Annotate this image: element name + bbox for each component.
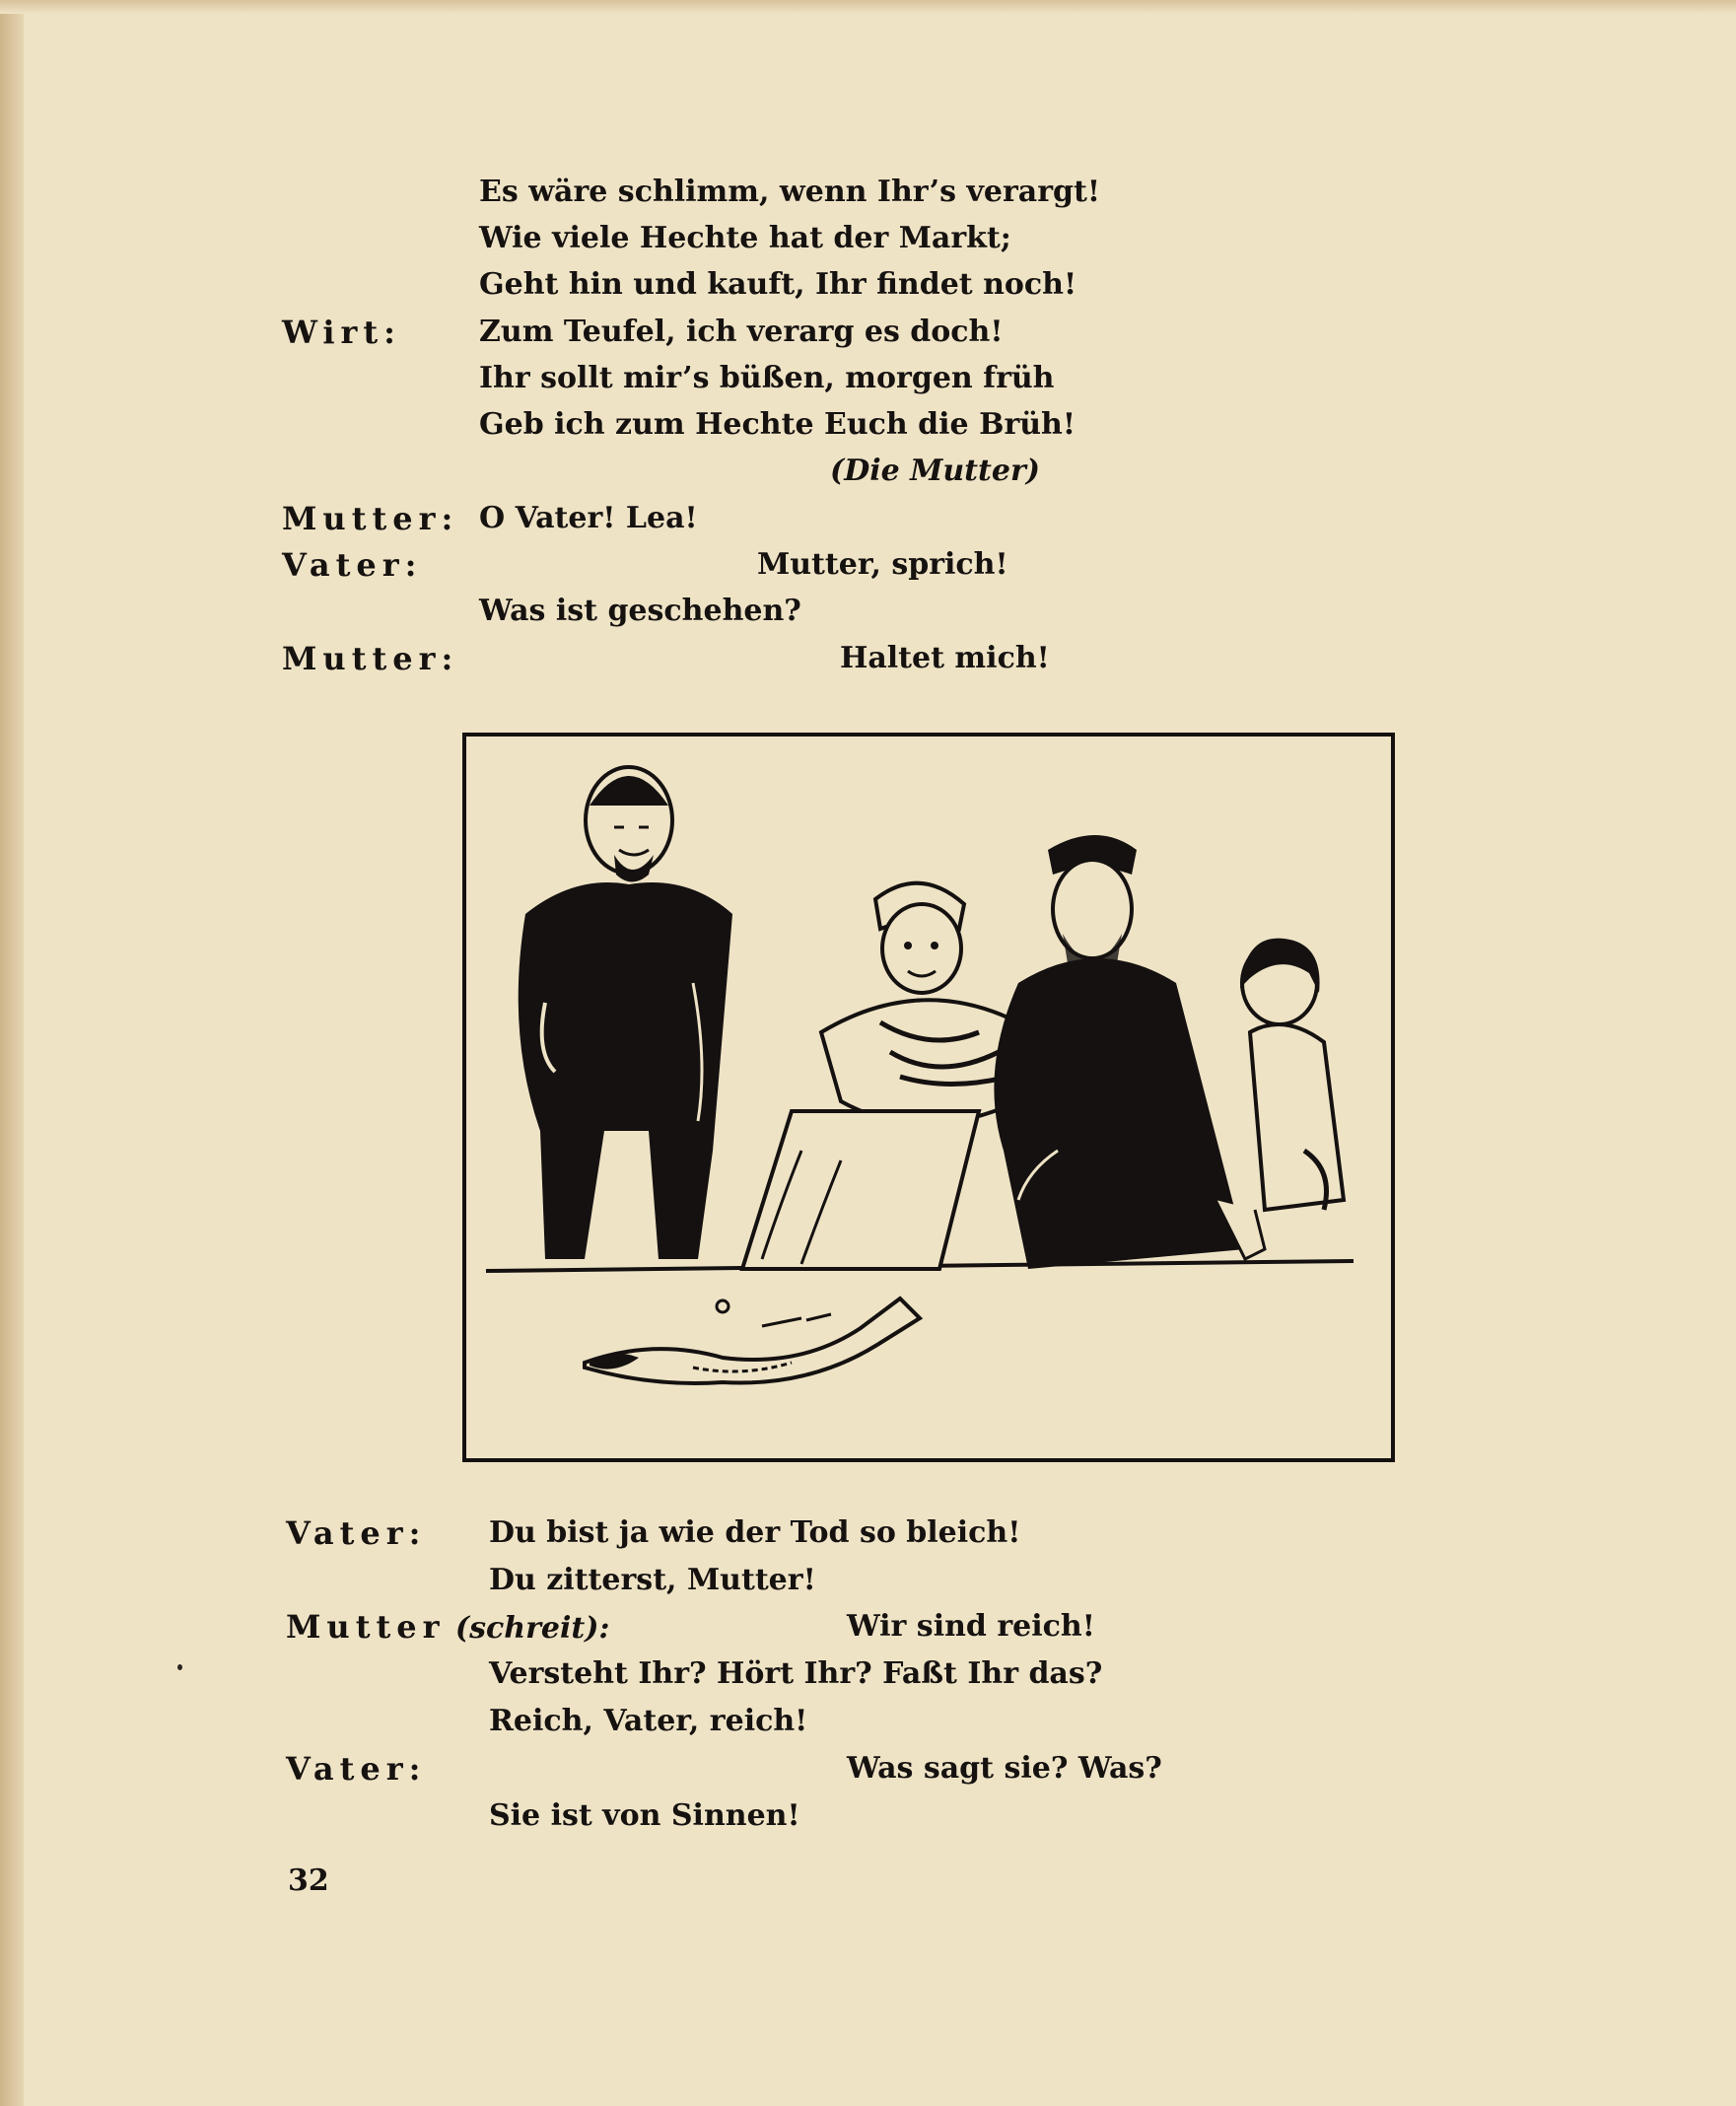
speech-text: Was sagt sie? Was?: [847, 1751, 1162, 1786]
speaker-name: Mutter:: [282, 640, 459, 677]
speech-text: Versteht Ihr? Hört Ihr? Faßt Ihr das?: [489, 1656, 1103, 1691]
speech-text: Du zitterst, Mutter!: [489, 1563, 816, 1597]
speech-text: Haltet mich!: [840, 641, 1050, 675]
script-line: [0, 262, 1736, 308]
script-line: [0, 402, 1736, 448]
speech-text: Ihr sollt mir’s büßen, morgen früh: [479, 361, 1055, 395]
speaker-stage-note: (schreit):: [445, 1611, 610, 1646]
script-line: [0, 1510, 1736, 1556]
speech-text: Geht hin und kauft, Ihr findet noch!: [479, 267, 1077, 302]
speaker-name: Vater:: [286, 1750, 427, 1788]
speaker-name: Vater:: [282, 546, 423, 584]
script-line: [0, 216, 1736, 261]
speech-text: Sie ist von Sinnen!: [489, 1798, 800, 1833]
script-line: [0, 1699, 1736, 1744]
page-number: 32: [288, 1863, 329, 1898]
script-line: [0, 636, 1736, 681]
script-line: [0, 449, 1736, 494]
speaker-name: Vater:: [286, 1514, 427, 1552]
speaker-name: Wirt:: [282, 314, 401, 351]
speaker-name: Mutter (schreit):: [286, 1608, 610, 1646]
script-line: [0, 496, 1736, 541]
script-line: [0, 170, 1736, 215]
speech-text: Zum Teufel, ich verarg es doch!: [479, 315, 1004, 349]
speech-text: Du bist ja wie der Tod so bleich!: [489, 1515, 1021, 1550]
stray-ink-mark: [177, 1664, 182, 1670]
speech-text: Wir sind reich!: [847, 1609, 1095, 1644]
speech-text: Geb ich zum Hechte Euch die Brüh!: [479, 407, 1076, 442]
script-line: [0, 1746, 1736, 1791]
speech-text: Reich, Vater, reich!: [489, 1704, 808, 1738]
script-line: [0, 356, 1736, 401]
script-line: [0, 589, 1736, 634]
page-edge-top: [0, 0, 1736, 14]
speech-text: Was ist geschehen?: [479, 594, 801, 628]
woodcut-illustration: [462, 733, 1395, 1462]
stage-direction: (Die Mutter): [830, 454, 1040, 488]
script-line: [0, 310, 1736, 355]
script-line: [0, 542, 1736, 588]
figure-lea: [1240, 939, 1344, 1210]
illustration-drawing: [466, 737, 1391, 1458]
speaker-name: Mutter:: [282, 500, 459, 537]
figure-father: [994, 835, 1265, 1269]
figure-innkeeper: [519, 767, 732, 1259]
figure-mother: [742, 883, 1038, 1269]
fish-pike: [585, 1299, 920, 1383]
speech-text: Mutter, sprich!: [757, 547, 1008, 582]
script-line: [0, 1651, 1736, 1697]
script-line: [0, 1558, 1736, 1603]
speech-text: O Vater! Lea!: [479, 501, 698, 535]
script-line: [0, 1793, 1736, 1839]
script-line: [0, 1604, 1736, 1650]
speech-text: Es wäre schlimm, wenn Ihr’s verargt!: [479, 175, 1101, 209]
speech-text: Wie viele Hechte hat der Markt;: [479, 221, 1011, 255]
